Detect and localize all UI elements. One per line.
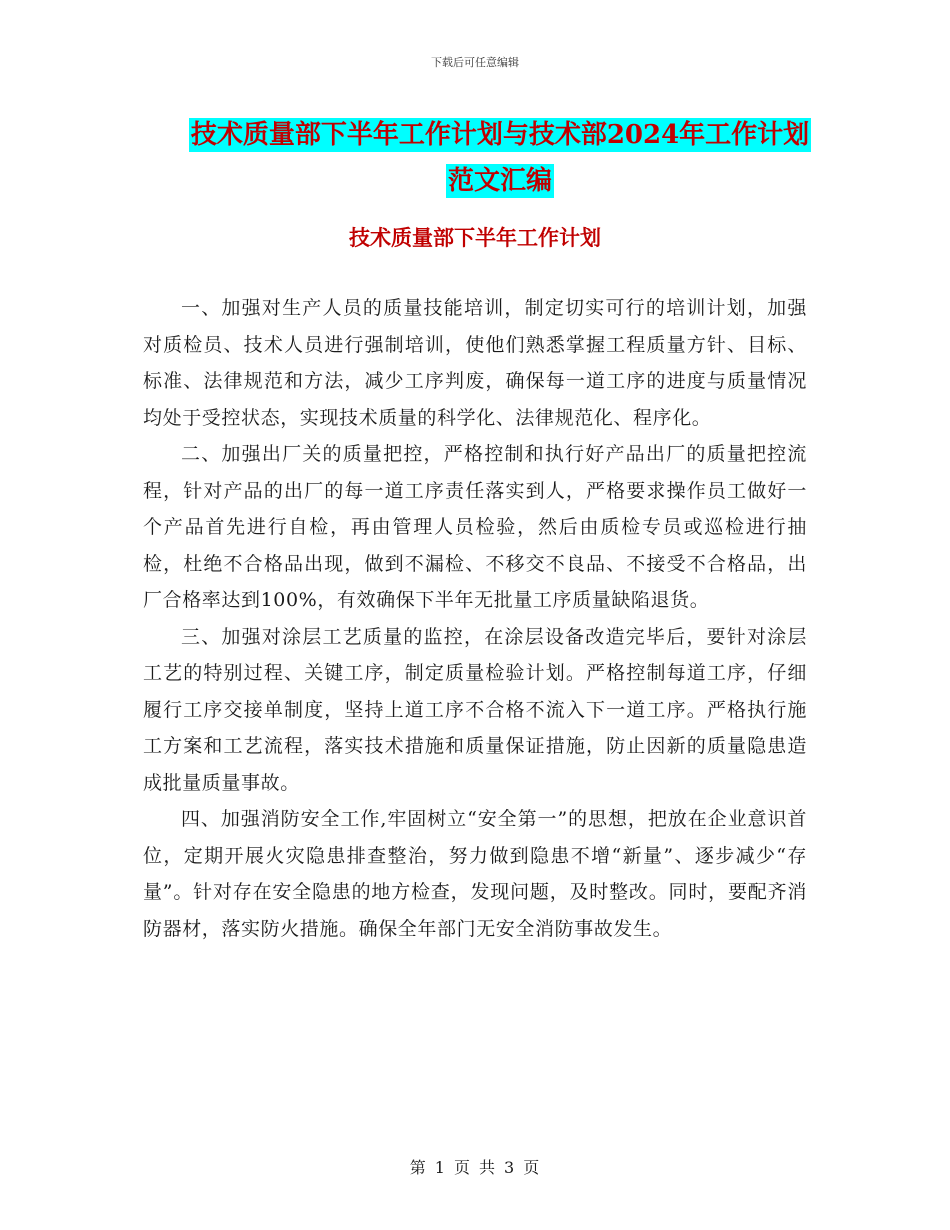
footer-page-unit: 页	[453, 1158, 471, 1177]
footer-page-number: 1	[434, 1158, 446, 1177]
paragraph-3: 三、加强对涂层工艺质量的监控，在涂层设备改造完毕后，要针对涂层工艺的特别过程、关键工序，制定质量检验计划。严格控制每道工序，仔细履行工序交接单制度，坚持上道工序不合格不流入下一道工序。严格执行施工方案和工艺流程，落实技术措施和质量保证措施，防止因新的质量隐患造成批量质量事故。	[143, 625, 807, 794]
footer-total-unit: 页	[523, 1158, 541, 1177]
paragraph-2: 二、加强出厂关的质量把控，严格控制和执行好产品出厂的质量把控流程，针对产品的出厂的每一道工序责任落实到人，严格要求操作员工做好一个产品首先进行自检，再由管理人员检验，然后由质检专员或巡检进行抽检，杜绝不合格品出现，做到不漏检、不移交不良品、不接受不合格品，出厂合格率达到100%，有效确保下半年无批量工序质量缺陷退货。	[143, 443, 807, 611]
footer-total-pages: 3	[504, 1158, 516, 1177]
footer-page-label: 第	[409, 1158, 427, 1177]
footer-total-label: 共	[479, 1158, 497, 1177]
page-footer	[0, 1155, 950, 1178]
document-title-line2: 范文汇编	[447, 166, 552, 196]
document-title-line1: 技术质量部下半年工作计划与技术部2024年工作计划	[190, 120, 810, 150]
section-title: 技术质量部下半年工作计划	[349, 225, 601, 250]
body-text	[143, 290, 807, 947]
paragraph-1: 一、加强对生产人员的质量技能培训，制定切实可行的培训计划，加强对质检员、技术人员进行强制培训，使他们熟悉掌握工程质量方针、目标、标准、法律规范和方法，减少工序判废，确保每一道工序的进度与质量情况均处于受控状态，实现技术质量的科学化、法律规范化、程序化。	[143, 297, 807, 429]
document-title	[150, 112, 850, 204]
paragraph-4: 四、加强消防安全工作,牢固树立“安全第一”的思想，把放在企业意识首位，定期开展火灾隐患排查整治，努力做到隐患不增“新量”、逐步减少“存量”。针对存在安全隐患的地方检查，发现问题，及时整改。同时，要配齐消防器材，落实防火措施。确保全年部门无安全消防事故发生。	[143, 808, 807, 940]
header-note: 下载后可任意编辑	[431, 56, 519, 69]
